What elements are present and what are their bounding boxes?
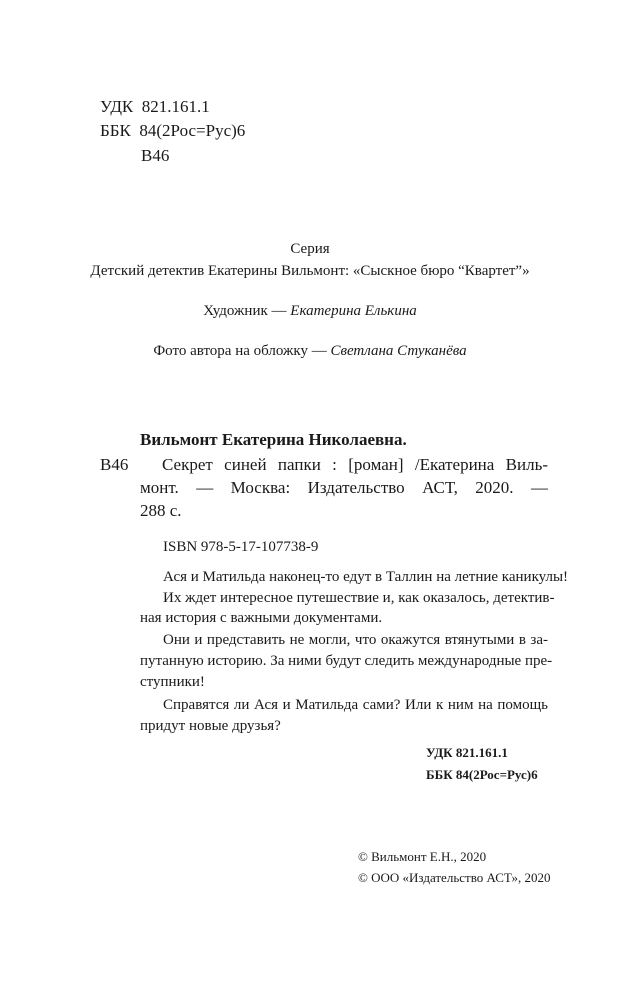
series-title: Детский детектив Екатерины Вильмонт: «Сыскное бюро “Квартет”»: [90, 263, 530, 279]
bib-author-mark: В46: [100, 455, 129, 474]
annotation-line: Они и представить не могли, что окажутся втянутыми в за-: [163, 632, 548, 648]
footer-udk: УДК 821.161.1: [426, 745, 508, 760]
artist-credit: [0, 304, 620, 319]
photo-name: Светлана Стуканёва: [330, 343, 467, 359]
photo-credit: [0, 344, 620, 359]
artist-label: Художник —: [203, 303, 287, 319]
bbk-value: 84(2Рос=Рус)6: [139, 121, 246, 140]
bib-line: 288 с.: [140, 501, 182, 520]
artist-name: Екатерина Елькина: [290, 303, 417, 319]
bbk-line: [100, 122, 245, 139]
bib-line: монт. — Москва: Издательство АСТ, 2020. —: [140, 478, 548, 497]
annotation-line: Их ждет интересное путешествие и, как оказалось, детектив-: [163, 590, 555, 606]
udk-value: 821.161.1: [141, 97, 210, 116]
annotation-line: ступники!: [140, 674, 205, 690]
copyright-line: © Вильмонт Е.Н., 2020: [358, 849, 487, 864]
bib-line: Секрет синей папки : [роман] /Екатерина Виль-: [162, 455, 548, 474]
udk-label: УДК: [100, 97, 134, 116]
bbk-label: ББК: [100, 121, 131, 140]
photo-label: Фото автора на обложку —: [153, 343, 327, 359]
udk-line: [100, 98, 210, 115]
annotation-line: ная история с важными документами.: [140, 610, 383, 626]
series-label: Серия: [290, 241, 330, 257]
author-heading: Вильмонт Екатерина Николаевна.: [140, 430, 407, 449]
author-mark: В46: [141, 146, 170, 165]
annotation-line: Справятся ли Ася и Матильда сами? Или к ним на помощь: [163, 697, 548, 713]
annotation-line: путанную историю. За ними будут следить международные пре-: [140, 653, 553, 669]
annotation-line: Ася и Матильда наконец-то едут в Таллин на летние каникулы!: [163, 569, 569, 585]
isbn: ISBN 978-5-17-107738-9: [163, 539, 319, 555]
footer-bbk: ББК 84(2Рос=Рус)6: [426, 767, 538, 782]
copyright-line: © ООО «Издательство АСТ», 2020: [358, 870, 551, 885]
annotation-line: придут новые друзья?: [140, 718, 281, 734]
